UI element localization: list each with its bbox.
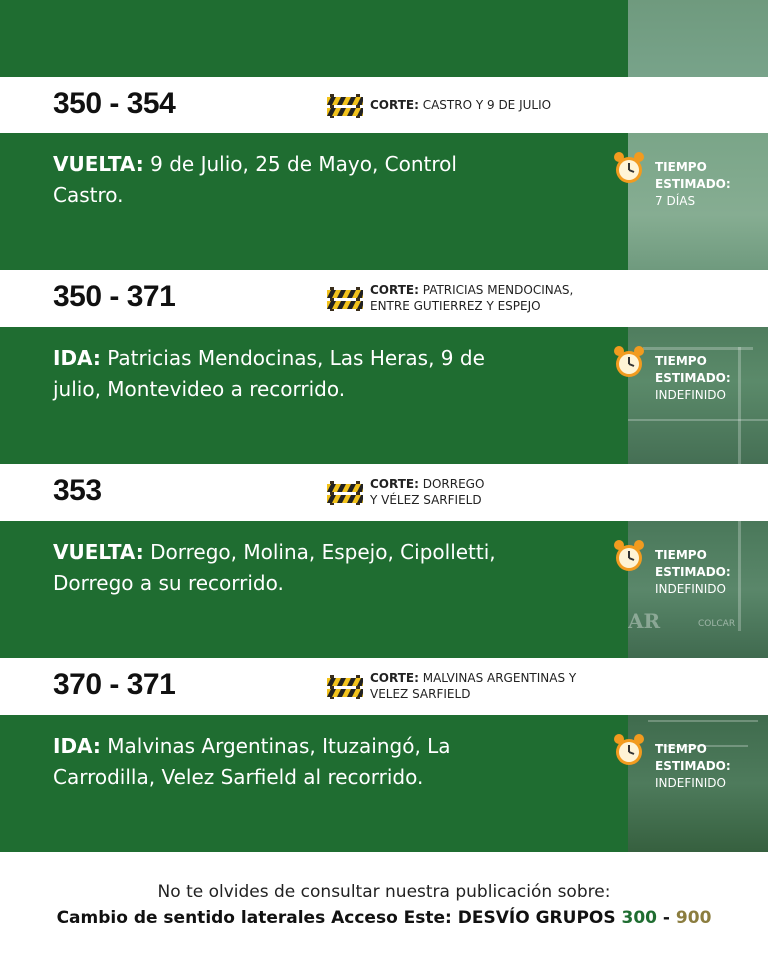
group-separator: - [657, 908, 676, 928]
estimate-value: INDEFINIDO [655, 582, 726, 596]
group-300-label: 300 [621, 908, 658, 928]
footer-publication-prefix: Cambio de sentido laterales Acceso Este: DESVÍO GRUPOS [56, 908, 622, 928]
bus-brand-small-text: COLCAR [698, 619, 736, 629]
estimate-title: ESTIMADO: [655, 177, 731, 191]
route-direction: VUELTA: [53, 152, 144, 176]
estimated-time [655, 159, 731, 210]
route-number: 350 - 371 [53, 280, 176, 313]
estimate-value: INDEFINIDO [655, 388, 726, 402]
route-header [0, 77, 628, 133]
route-header [0, 658, 628, 714]
footer-publication-title [0, 908, 768, 928]
estimate-title: TIEMPO [655, 548, 707, 562]
road-barrier-icon [327, 285, 363, 313]
footer [0, 852, 768, 960]
corte-text [370, 670, 576, 702]
corte-label: CORTE: [370, 283, 419, 297]
route-body [0, 715, 628, 852]
corte-streets: DORREGO [422, 477, 485, 491]
estimate-title: ESTIMADO: [655, 759, 731, 773]
route-body [0, 327, 628, 464]
route-streets: Patricias Mendocinas, Las Heras, 9 de julio, Montevideo a recorrido. [53, 346, 485, 401]
route-number: 350 - 354 [53, 87, 176, 120]
alarm-clock-icon [612, 733, 646, 767]
estimate-title: ESTIMADO: [655, 565, 731, 579]
corte-label: CORTE: [370, 98, 419, 112]
estimated-time [655, 741, 731, 792]
alarm-clock-icon [612, 345, 646, 379]
route-number: 370 - 371 [53, 668, 176, 701]
route-direction: VUELTA: [53, 540, 144, 564]
estimate-value: INDEFINIDO [655, 776, 726, 790]
estimated-time [655, 547, 731, 598]
corte-streets: PATRICIAS MENDOCINAS, [422, 283, 574, 297]
corte-streets: CASTRO Y 9 DE JULIO [422, 98, 552, 112]
corte-label: CORTE: [370, 671, 419, 685]
estimate-title: TIEMPO [655, 354, 707, 368]
corte-streets: MALVINAS ARGENTINAS Y [422, 671, 577, 685]
road-barrier-icon [327, 92, 363, 120]
route-description [53, 343, 523, 405]
estimate-title: ESTIMADO: [655, 371, 731, 385]
road-barrier-icon [327, 673, 363, 701]
corte-text [370, 476, 484, 508]
route-streets: Dorrego, Molina, Espejo, Cipolletti, Dorrego a su recorrido. [53, 540, 496, 595]
route-direction: IDA: [53, 734, 101, 758]
estimate-title: TIEMPO [655, 742, 707, 756]
background-photo-strip [628, 0, 768, 77]
route-description [53, 149, 523, 211]
route-streets: Malvinas Argentinas, Ituzaingó, La Carrodilla, Velez Sarfield al recorrido. [53, 734, 451, 789]
route-number: 353 [53, 474, 102, 507]
route-description [53, 731, 523, 793]
corte-streets-line2: ENTRE GUTIERREZ Y ESPEJO [370, 299, 541, 313]
footer-reminder-text: No te olvides de consultar nuestra publicación sobre: [157, 882, 611, 902]
route-body [0, 521, 628, 658]
estimate-value: 7 DÍAS [655, 194, 696, 208]
corte-text [370, 282, 573, 314]
corte-text [370, 97, 551, 113]
route-description [53, 537, 523, 599]
bus-brand-text: AR [628, 609, 661, 633]
road-barrier-icon [327, 479, 363, 507]
route-direction: IDA: [53, 346, 101, 370]
corte-label: CORTE: [370, 477, 419, 491]
estimated-time [655, 353, 731, 404]
route-header [0, 464, 628, 520]
route-header [0, 270, 628, 326]
alarm-clock-icon [612, 151, 646, 185]
group-900-label: 900 [675, 908, 712, 928]
route-body [0, 133, 628, 270]
corte-streets-line2: Y VÉLEZ SARFIELD [370, 493, 482, 507]
alarm-clock-icon [612, 539, 646, 573]
corte-streets-line2: VELEZ SARFIELD [370, 687, 471, 701]
route-streets: 9 de Julio, 25 de Mayo, Control Castro. [53, 152, 457, 207]
estimate-title: TIEMPO [655, 160, 707, 174]
